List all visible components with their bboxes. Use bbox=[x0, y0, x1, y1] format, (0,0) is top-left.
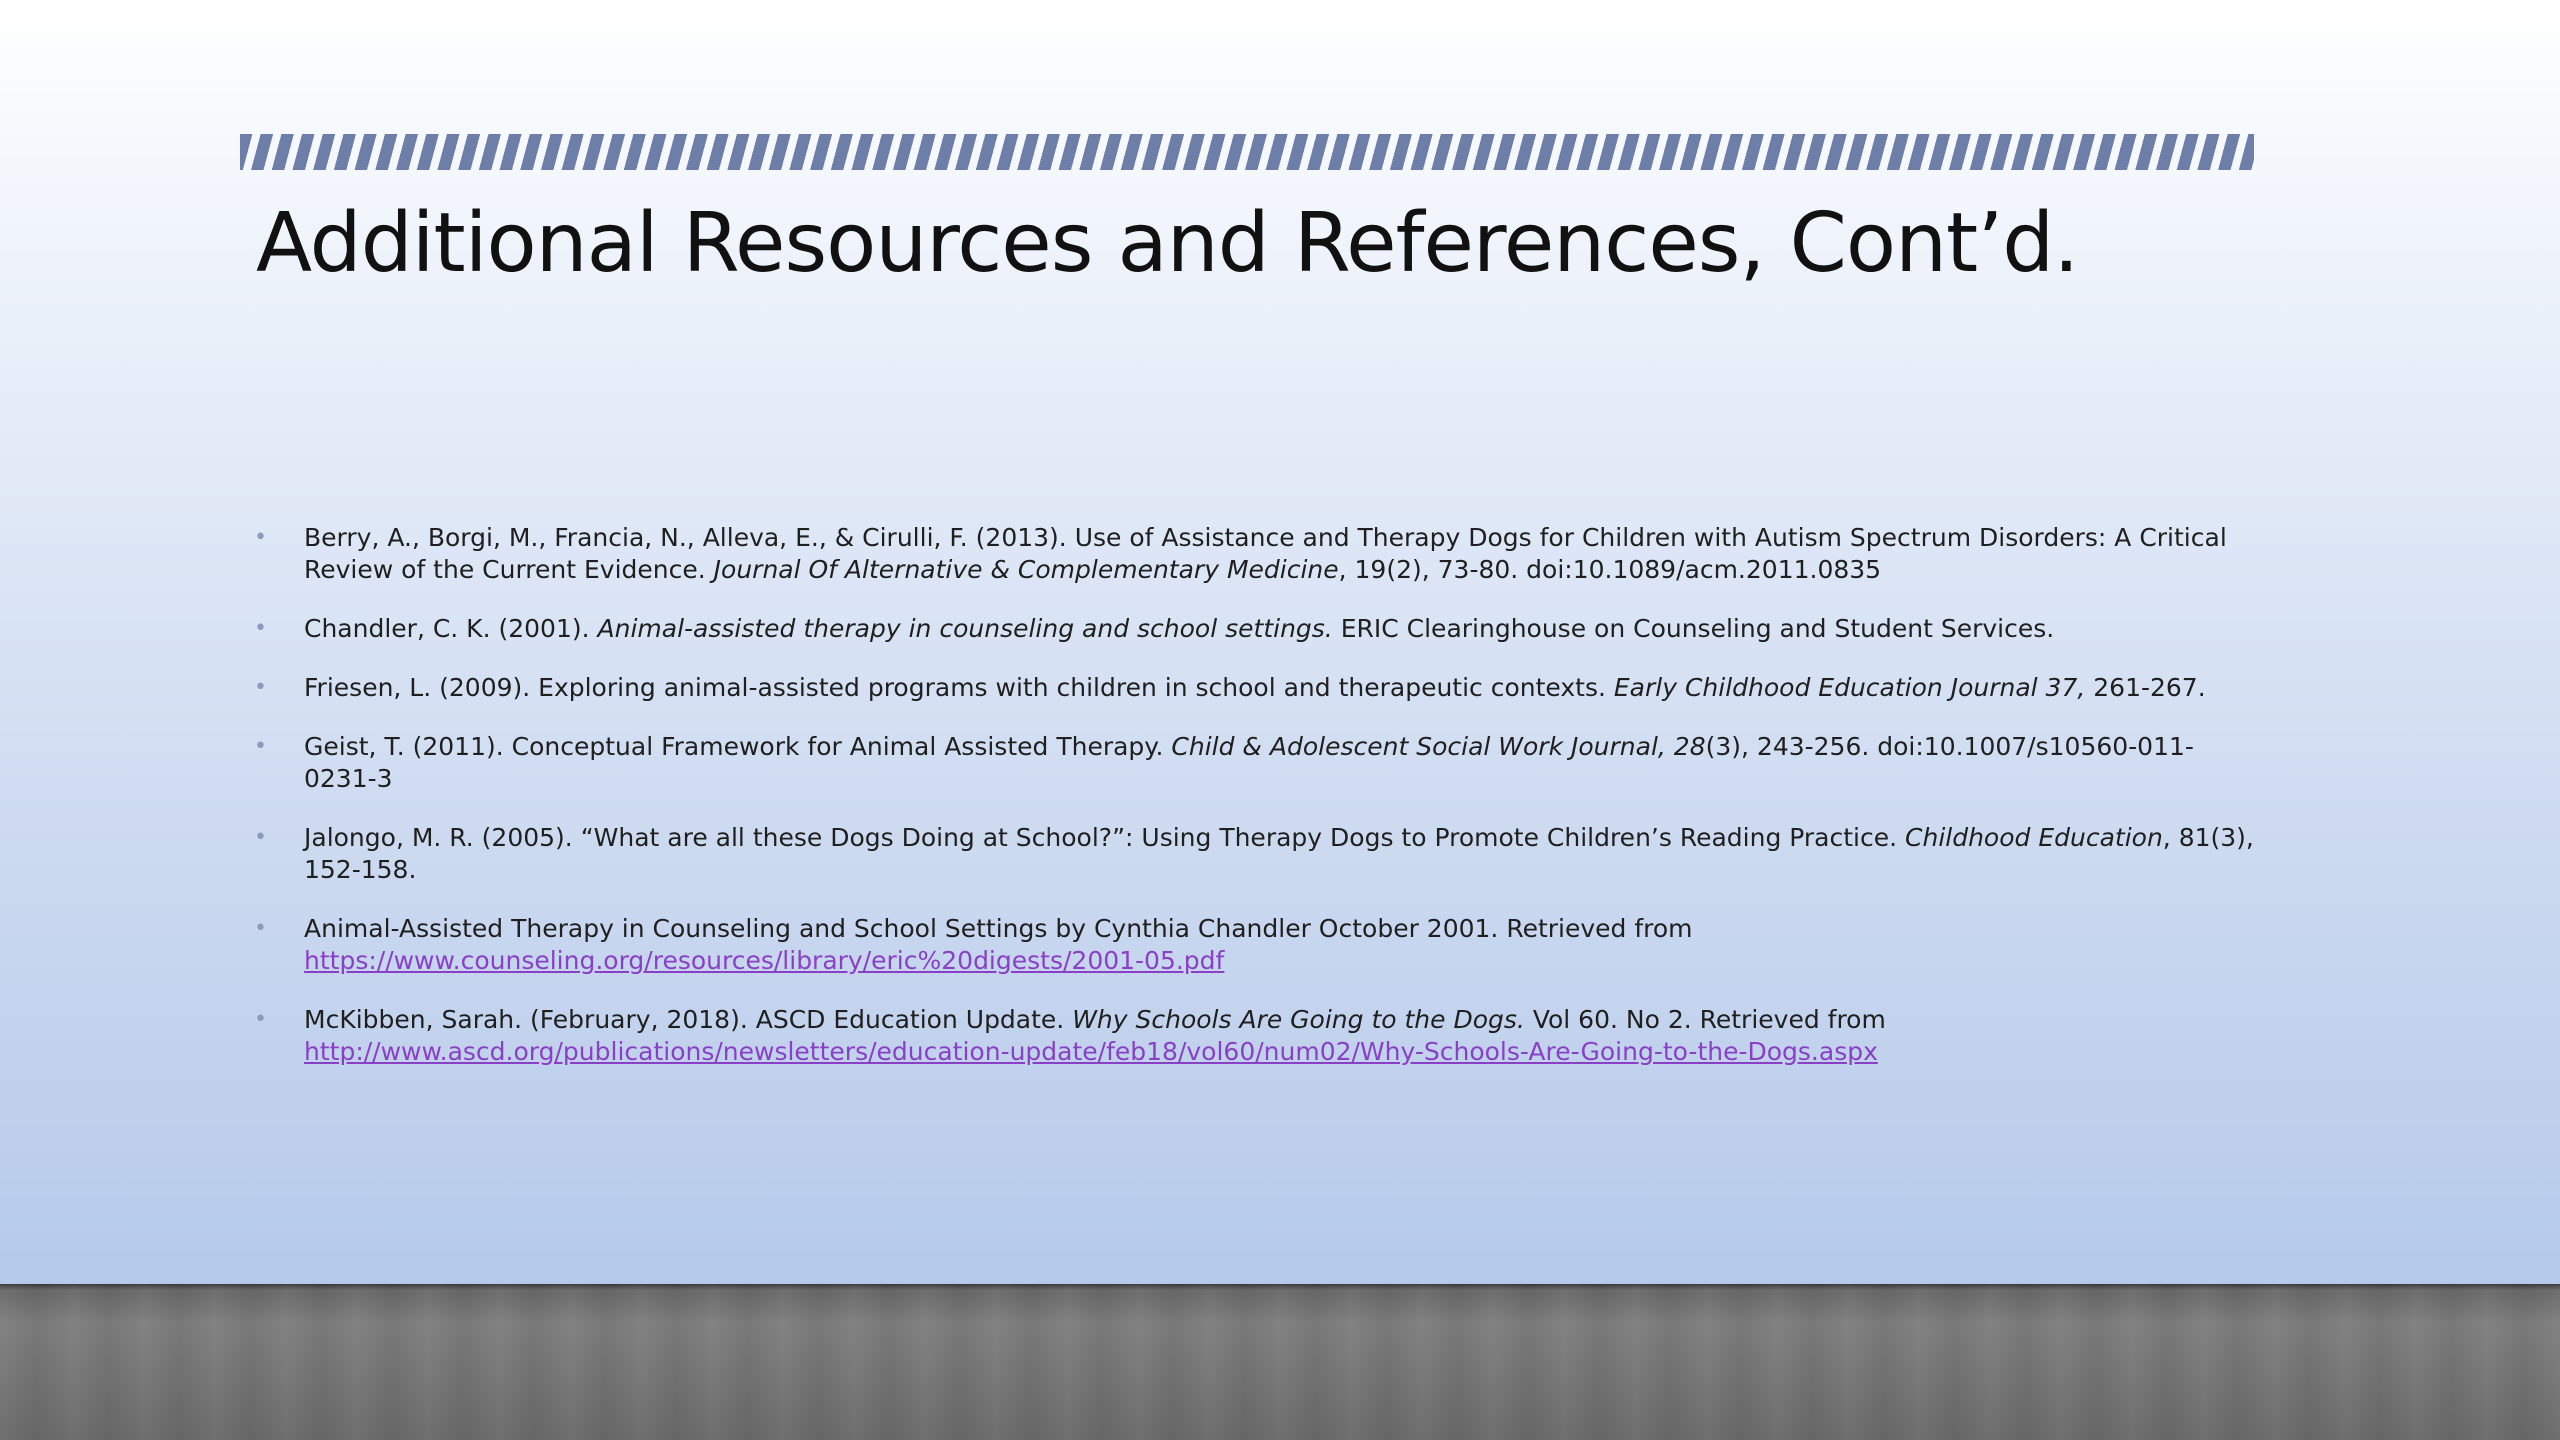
bullet-icon: • bbox=[254, 825, 267, 850]
bullet-icon: • bbox=[254, 1007, 267, 1032]
ascd-org-link[interactable]: http://www.ascd.org/publications/newsletters/education-update/feb18/vol60/num02/Why-Schools-Are-Going-to-the-Dogs.aspx bbox=[304, 1037, 1878, 1066]
bullet-icon: • bbox=[254, 916, 267, 941]
reference-text: Berry, A., Borgi, M., Francia, N., Alleva, E., & Cirulli, F. (2013). Use of Assistance and Therapy Dogs for Children with Autism Spectrum Disorders: A Critical Review of the Current Evidence. bbox=[304, 523, 2227, 584]
reference-item-geist bbox=[254, 731, 2254, 795]
reference-text: McKibben, Sarah. (February, 2018). ASCD Education Update. bbox=[304, 1005, 1073, 1034]
reference-item-berry bbox=[254, 522, 2254, 586]
reference-item-chandler-online bbox=[254, 913, 2254, 977]
reference-item-friesen bbox=[254, 672, 2254, 704]
reference-item-jalongo bbox=[254, 822, 2254, 886]
reference-item-chandler bbox=[254, 613, 2254, 645]
reference-journal: Childhood Education bbox=[1905, 823, 2163, 852]
reference-text: Jalongo, M. R. (2005). “What are all these Dogs Doing at School?”: Using Therapy Dogs to Promote Children’s Reading Practice. bbox=[304, 823, 1906, 852]
reference-journal: Animal-assisted therapy in counseling and school settings. bbox=[597, 614, 1333, 643]
reference-text-tail: (3), 243-256. doi:10.1007/s10560-011-0231-3 bbox=[304, 732, 2194, 793]
reference-text-tail: , 19(2), 73-80. doi:10.1089/acm.2011.0835 bbox=[1338, 555, 1882, 584]
bullet-icon: • bbox=[254, 525, 267, 550]
reference-text-tail: ERIC Clearinghouse on Counseling and Student Services. bbox=[1332, 614, 2055, 643]
reference-list bbox=[254, 522, 2254, 1095]
reference-journal: Journal Of Alternative & Complementary Medicine bbox=[713, 555, 1339, 584]
reference-text-tail: , 81(3), 152-158. bbox=[304, 823, 2254, 884]
reference-journal: Child & Adolescent Social Work Journal, 28 bbox=[1171, 732, 1706, 761]
reference-text: Geist, T. (2011). Conceptual Framework for Animal Assisted Therapy. bbox=[304, 732, 1172, 761]
counseling-org-link[interactable]: https://www.counseling.org/resources/library/eric%20digests/2001-05.pdf bbox=[304, 946, 1225, 975]
floor-background bbox=[0, 1284, 2560, 1440]
slide-title: Additional Resources and References, Cont’d. bbox=[256, 196, 2079, 291]
reference-text-tail: 261-267. bbox=[2085, 673, 2206, 702]
reference-text: Chandler, C. K. (2001). bbox=[304, 614, 598, 643]
reference-text: Animal-Assisted Therapy in Counseling and School Settings by Cynthia Chandler October 2001. Retrieved from bbox=[304, 914, 1693, 943]
reference-text-tail: Vol 60. No 2. Retrieved from bbox=[1524, 1005, 1886, 1034]
reference-item-mckibben bbox=[254, 1004, 2254, 1068]
decorative-stripe-bar bbox=[240, 134, 2254, 170]
reference-journal: Early Childhood Education Journal 37, bbox=[1613, 673, 2086, 702]
bullet-icon: • bbox=[254, 675, 267, 700]
bullet-icon: • bbox=[254, 616, 267, 641]
reference-text: Friesen, L. (2009). Exploring animal-assisted programs with children in school and therapeutic contexts. bbox=[304, 673, 1614, 702]
bullet-icon: • bbox=[254, 734, 267, 759]
reference-journal: Why Schools Are Going to the Dogs. bbox=[1072, 1005, 1525, 1034]
